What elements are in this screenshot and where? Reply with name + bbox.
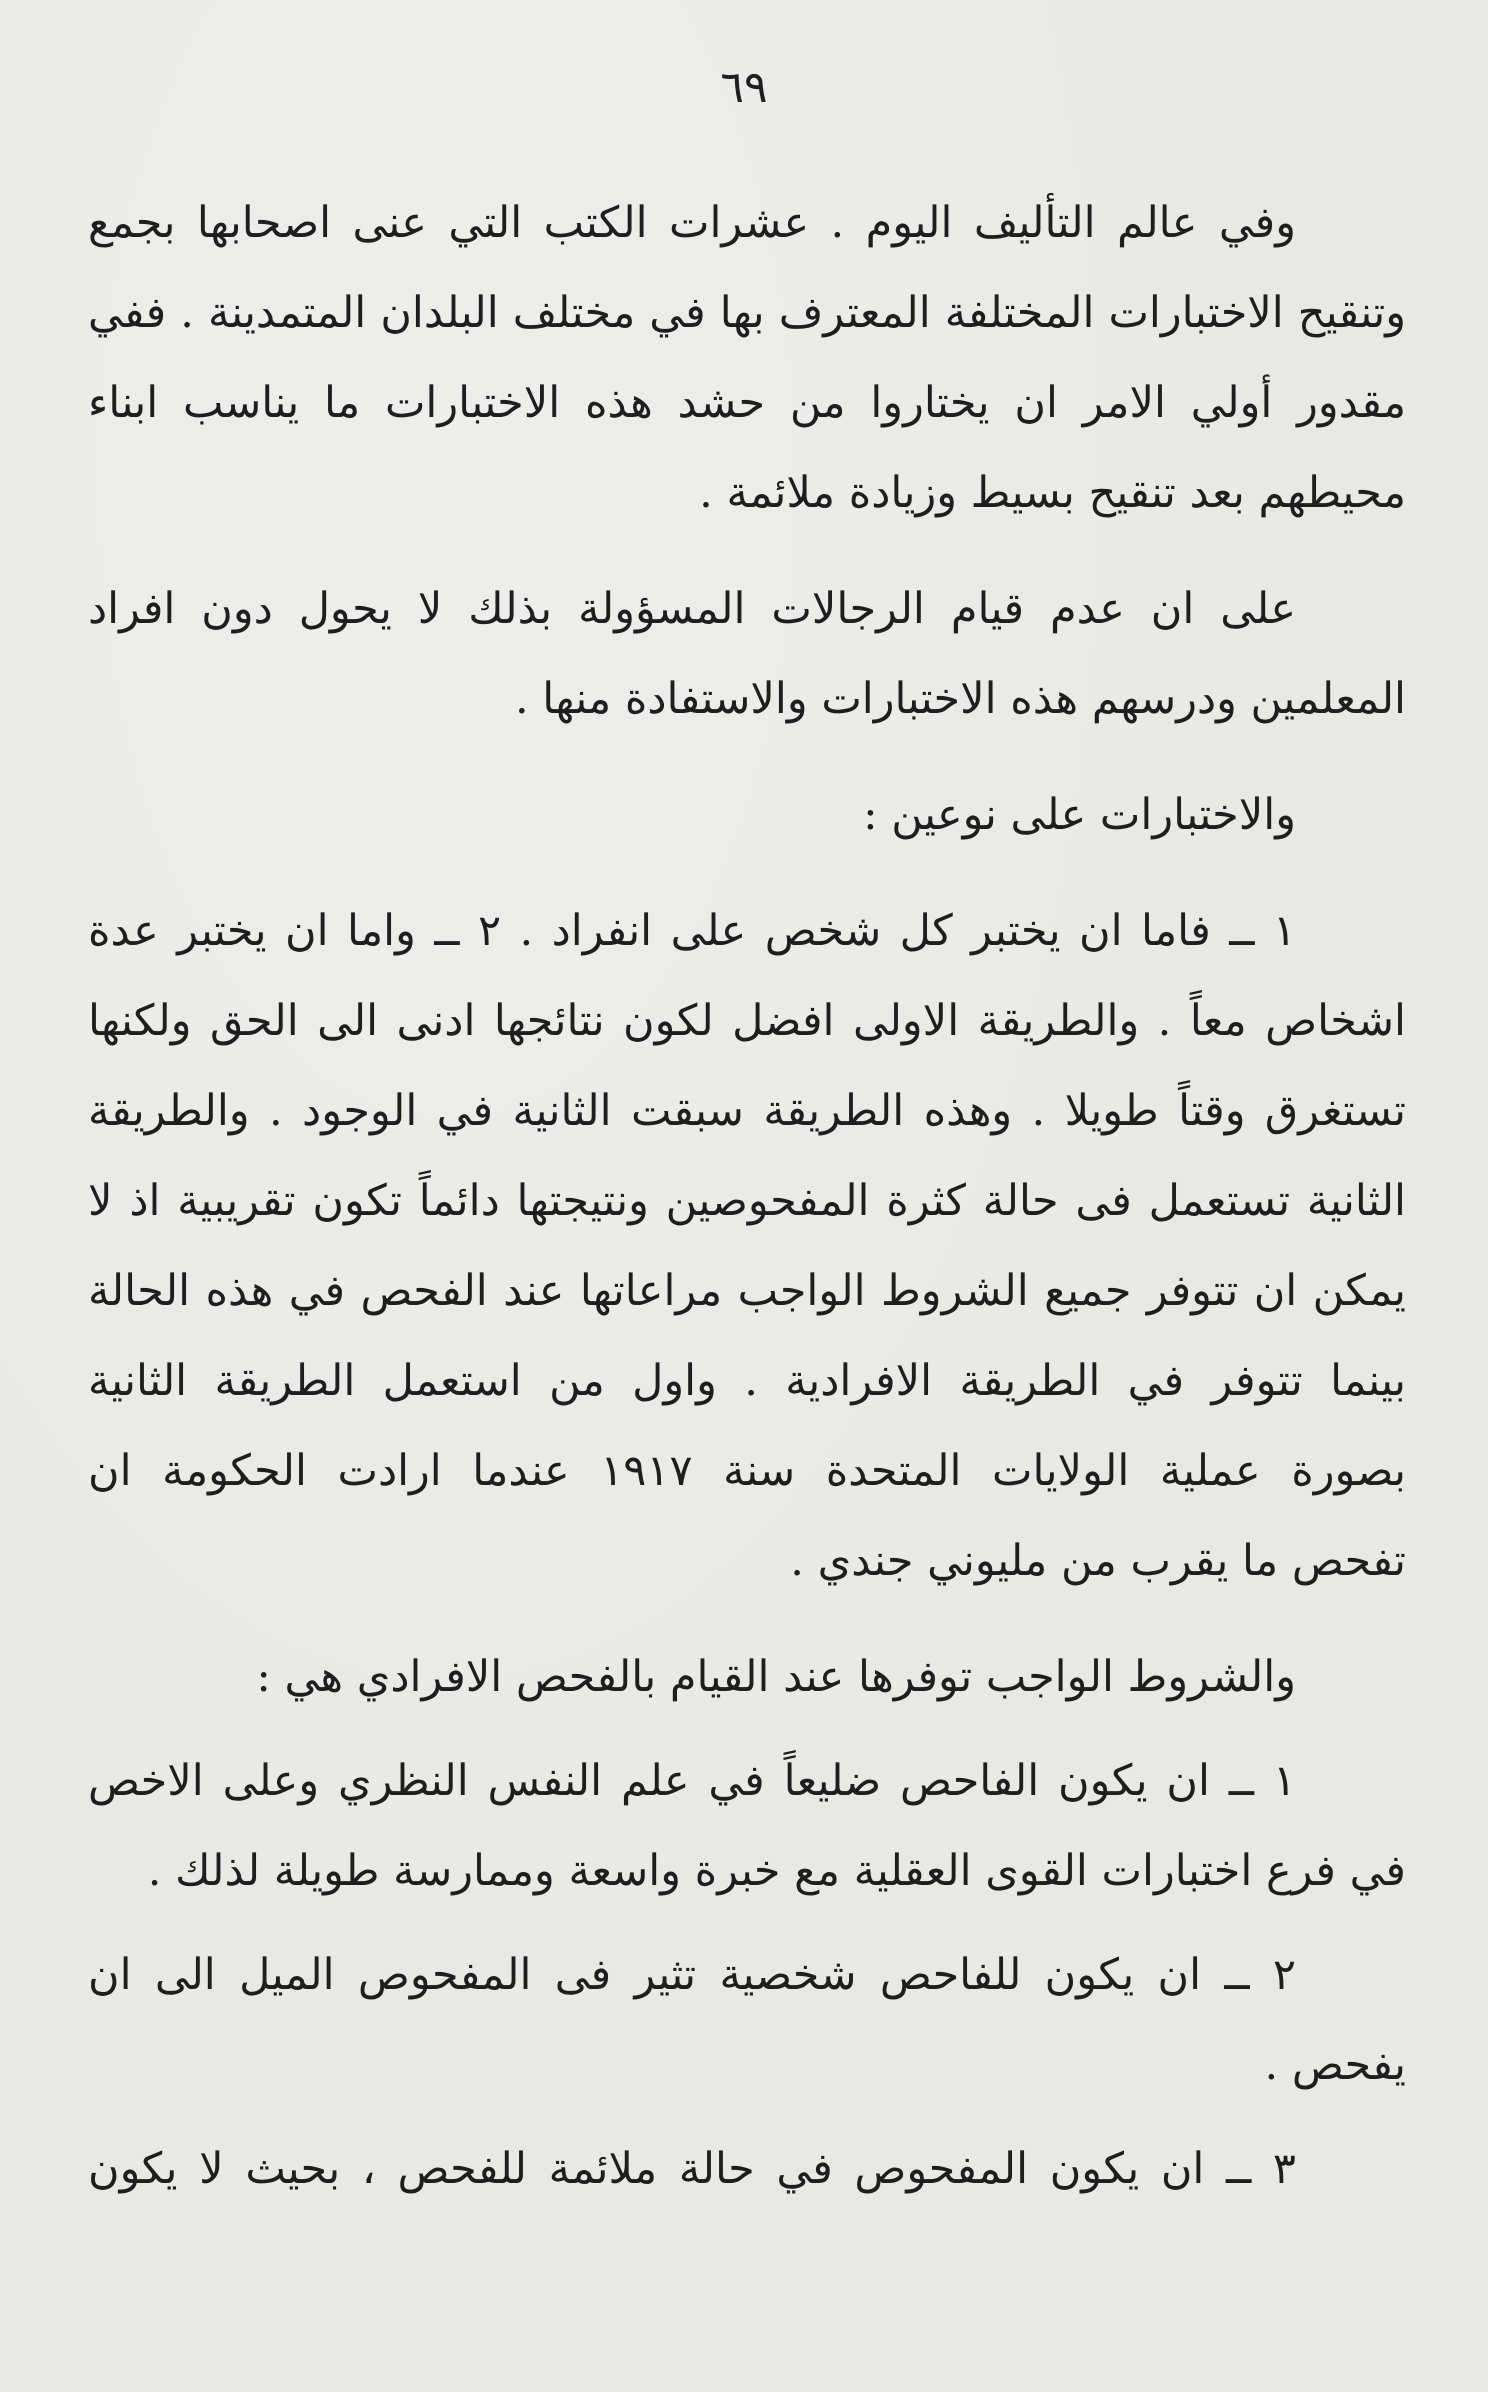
page-number: ٦٩ [720,62,768,113]
paragraph-6 [88,1736,1406,1916]
text-line: مقدور أولي الامر ان يختاروا من حشد هذه الاختبارات ما يناسب ابناء [88,378,1406,428]
paragraph-4 [88,886,1406,1606]
text-line: بينما تتوفر في الطريقة الافرادية . واول من استعمل الطريقة الثانية [88,1356,1406,1406]
text-line: ١ ــ فاما ان يختبر كل شخص على انفراد . ٢ ــ واما ان يختبر عدة [88,906,1296,956]
text-line: على ان عدم قيام الرجالات المسؤولة بذلك لا يحول دون افراد [88,584,1296,634]
paragraph-8 [88,2124,1406,2214]
paragraph-5 [88,1632,1406,1722]
text-line: محيطهم بعد تنقيح بسيط وزيادة ملائمة . [699,468,1406,518]
text-line: بصورة عملية الولايات المتحدة سنة ١٩١٧ عندما ارادت الحكومة ان [88,1446,1406,1496]
text-line: تفحص ما يقرب من مليوني جندي . [790,1536,1406,1586]
text-line: الثانية تستعمل فى حالة كثرة المفحوصين ونتيجتها دائماً تكون تقريبية اذ لا [88,1176,1406,1226]
text-line: والاختبارات على نوعين : [863,790,1296,840]
text-line: ١ ــ ان يكون الفاحص ضليعاً في علم النفس النظري وعلى الاخص [88,1756,1296,1806]
text-line: يمكن ان تتوفر جميع الشروط الواجب مراعاتها عند الفحص في هذه الحالة [88,1266,1406,1316]
text-line: ٢ ــ ان يكون للفاحص شخصية تثير فى المفحوص الميل الى ان [88,1950,1296,2000]
body-text [88,178,1406,2214]
paragraph-7 [88,1930,1406,2110]
paragraph-3 [88,770,1406,860]
text-line: وفي عالم التأليف اليوم . عشرات الكتب التي عنى اصحابها بجمع [88,198,1296,248]
text-line: اشخاص معاً . والطريقة الاولى افضل لكون نتائجها ادنى الى الحق ولكنها [88,996,1406,1046]
text-line: في فرع اختبارات القوى العقلية مع خبرة واسعة وممارسة طويلة لذلك . [147,1846,1406,1896]
text-line: المعلمين ودرسهم هذه الاختبارات والاستفادة منها . [514,674,1406,724]
text-line: ٣ ــ ان يكون المفحوص في حالة ملائمة للفحص ، بحيث لا يكون [88,2144,1296,2194]
text-line: يفحص . [1264,2040,1406,2090]
text-line: تستغرق وقتاً طويلا . وهذه الطريقة سبقت الثانية في الوجود . والطريقة [88,1086,1406,1136]
text-line: وتنقيح الاختبارات المختلفة المعترف بها في مختلف البلدان المتمدينة . ففي [88,288,1406,338]
paragraph-1 [88,178,1406,538]
text-line: والشروط الواجب توفرها عند القيام بالفحص الافرادي هي : [256,1652,1296,1702]
paragraph-2 [88,564,1406,744]
